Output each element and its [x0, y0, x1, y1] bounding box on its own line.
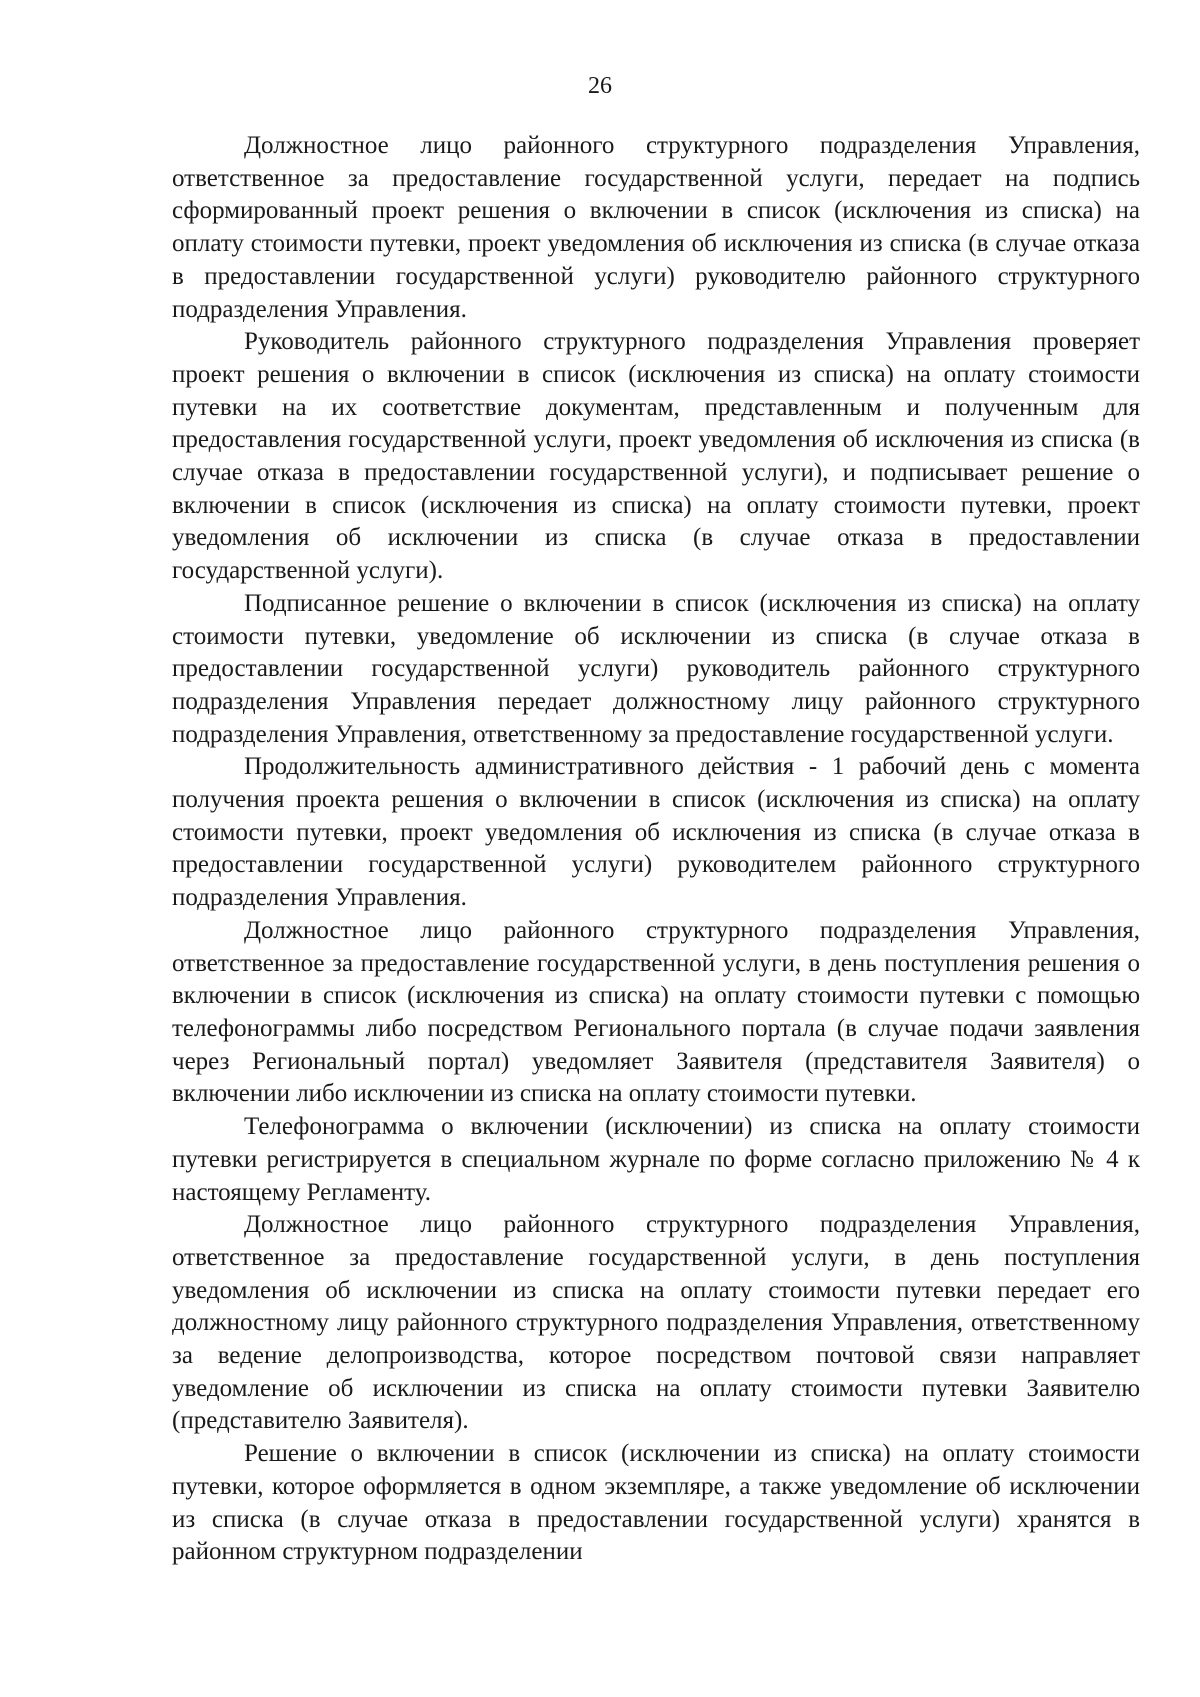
- paragraph-6: Телефонограмма о включении (исключении) из списка на оплату стоимости путевки регистрируется в специальном журнале по форме согласно приложению № 4 к настоящему Регламенту.: [172, 1113, 1140, 1206]
- page-number: 26: [588, 73, 612, 99]
- paragraph-1: Должностное лицо районного структурного подразделения Управления, ответственное за предоставление государственной услуги, передает на подпись сформированный проект решения о включении в список (исключения из списка) на оплату стоимости путевки, проект уведомления об исключения из списка (в случае отказа в предоставлении государственной услуги) руководителю районного структурного подразделения Управления.: [172, 132, 1140, 323]
- paragraph-5: Должностное лицо районного структурного подразделения Управления, ответственное за предоставление государственной услуги, в день поступления решения о включении в список (исключения из списка) на оплату стоимости путевки с помощью телефонограммы либо посредством Регионального портала (в случае подачи заявления через Региональный портал) уведомляет Заявителя (представителя Заявителя) о включении либо исключении из списка на оплату стоимости путевки.: [172, 916, 1140, 1108]
- document-body: [172, 130, 1140, 1569]
- paragraph-7: Должностное лицо районного структурного подразделения Управления, ответственное за предоставление государственной услуги, в день поступления уведомления об исключении из списка на оплату стоимости путевки передает его должностному лицу районного структурного подразделения Управления, ответственному за ведение делопроизводства, которое посредством почтовой связи направляет уведомление об исключении из списка на оплату стоимости путевки Заявителю (представителю Заявителя).: [172, 1211, 1140, 1435]
- paragraph-4: Продолжительность административного действия - 1 рабочий день с момента получения проекта решения о включении в список (исключения из списка) на оплату стоимости путевки, проект уведомления об исключения из списка (в случае отказа в предоставлении государственной услуги) руководителем районного структурного подразделения Управления.: [172, 753, 1140, 912]
- paragraph-8: Решение о включении в список (исключении из списка) на оплату стоимости путевки, которое оформляется в одном экземпляре, а также уведомление об исключении из списка (в случае отказа в предоставлении государственной услуги) хранятся в районном структурном подразделении: [172, 1440, 1140, 1566]
- paragraph-2: Руководитель районного структурного подразделения Управления проверяет проект решения о включении в список (исключения из списка) на оплату стоимости путевки на их соответствие документам, представленным и полученным для предоставления государственной услуги, проект уведомления об исключения из списка (в случае отказа в предоставлении государственной услуги), и подписывает решение о включении в список (исключения из списка) на оплату стоимости путевки, проект уведомления об исключении из списка (в случае отказа в предоставлении государственной услуги).: [172, 328, 1140, 585]
- paragraph-3: Подписанное решение о включении в список (исключения из списка) на оплату стоимости путевки, уведомление об исключении из списка (в случае отказа в предоставлении государственной услуги) руководитель районного структурного подразделения Управления передает должностному лицу районного структурного подразделения Управления, ответственному за предоставление государственной услуги.: [172, 589, 1140, 748]
